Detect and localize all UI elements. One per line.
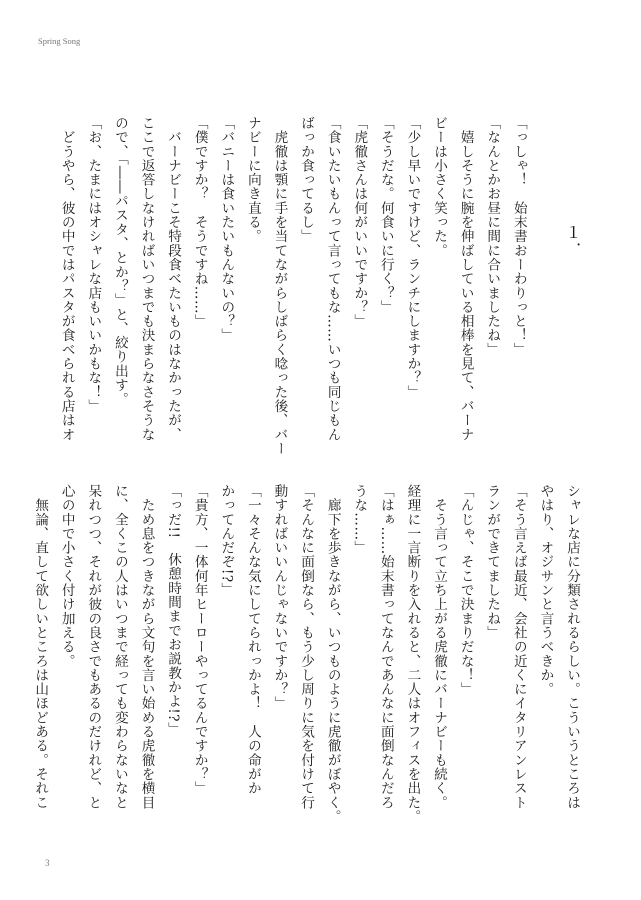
text-line: 廊下を歩きながら、いつものように虎徹がぼやく。 (324, 484, 341, 824)
text-line: 経理に一言断りを入れると、二人はオフィスを出た。 (404, 484, 421, 824)
text-line (532, 116, 559, 431)
text-line: かってんだぞ!?」 (218, 484, 235, 597)
text-line: 「そんなに面倒なら、もう少し周りに気を付けて行 (298, 484, 315, 810)
text-line: 「そうだな。何食いに行く？」 (377, 116, 394, 315)
text-line: バーナビーこそ特段食べたいものはなかったが、 (165, 116, 182, 442)
text-line: 「お、たまにはオシャレな店もいいかもな！」 (85, 116, 102, 414)
text-line: 「はぁ……始末書ってなんであんなに面倒なんだろ (377, 484, 394, 810)
text-line: ナビーに向き直る。 (244, 116, 261, 244)
text-line: 「バニーは食いたいもんないの？」 (218, 116, 235, 343)
text-line: 「一々そんな気にしてられっかよ！ 人の命がか (244, 484, 261, 796)
text-line: 「少し早いですけど、ランチにしますか？」 (404, 116, 421, 399)
text-line: ので、「――パスタ、とか？」と、絞り出す。 (111, 116, 128, 407)
text-line: 「そう言えば最近、会社の近くにイタリアンレスト (510, 484, 527, 810)
text-line: 「食いたいもんって言ってもな……いつも同じもん (324, 116, 341, 442)
text-line: 「っだ!! 休憩時間までお説教かよ!?」 (165, 484, 182, 737)
text-line: 「なんとかお昼に間に合いましたね」 (484, 116, 501, 357)
text-line: 「んじゃ、そこで決まりだな！」 (457, 484, 474, 697)
running-head: Spring Song (38, 36, 81, 46)
upper-text-block (58, 116, 585, 456)
lower-text-block (32, 484, 585, 824)
text-line: 「貴方、一体何年ヒーローやってるんですか？」 (191, 484, 208, 796)
text-line: 心の中で小さく付け加える。 (58, 484, 75, 668)
text-line: そう言って立ち上がる虎徹にバーナビーも続く。 (431, 484, 448, 810)
text-line: 嬉しそうに腕を伸ばしている相棒を見て、バーナ (457, 116, 474, 442)
text-line: 無論、直して欲しいところは山ほどある。それこ (32, 484, 49, 810)
text-line: どうやら、彼の中ではパスタが食べられる店はオ (58, 116, 75, 442)
text-line: ここで返答しなければいつまでも決まらなさそうな (138, 116, 155, 442)
text-line: 「僕ですか？ そうですね……」 (191, 116, 208, 329)
text-line: ため息をつきながら文句を言い始める虎徹を横目 (138, 484, 155, 810)
text-line: ばっか食ってるし」 (298, 116, 315, 244)
page-number: 3 (45, 858, 50, 868)
text-line: 呆れつつ、それが彼の良さでもあるのだけれど、と (85, 484, 102, 810)
text-line: やはり、オジサンと言うべきか。 (537, 484, 554, 697)
text-line: ビーは小さく笑った。 (431, 116, 448, 258)
text-line: 「っしゃ！ 始末書おーわりっと！」 (510, 116, 527, 357)
text-line: 虎徹は顎に手を当てながらしばらく唸った後、バー (271, 116, 288, 456)
text-line: シャレな店に分類されるらしい。こういうところは (564, 484, 580, 810)
text-line: 動すればいいんじゃないですか？」 (271, 484, 288, 711)
text-line: うな……」 (351, 484, 368, 555)
text-line: に、全くこの人はいつまで経っても変わらないなと (111, 484, 128, 810)
text-line: 「虎徹さんは何がいいですか？」 (351, 116, 368, 329)
text-line: ランができてましたね」 (484, 484, 501, 640)
text-line: １． (563, 116, 582, 260)
